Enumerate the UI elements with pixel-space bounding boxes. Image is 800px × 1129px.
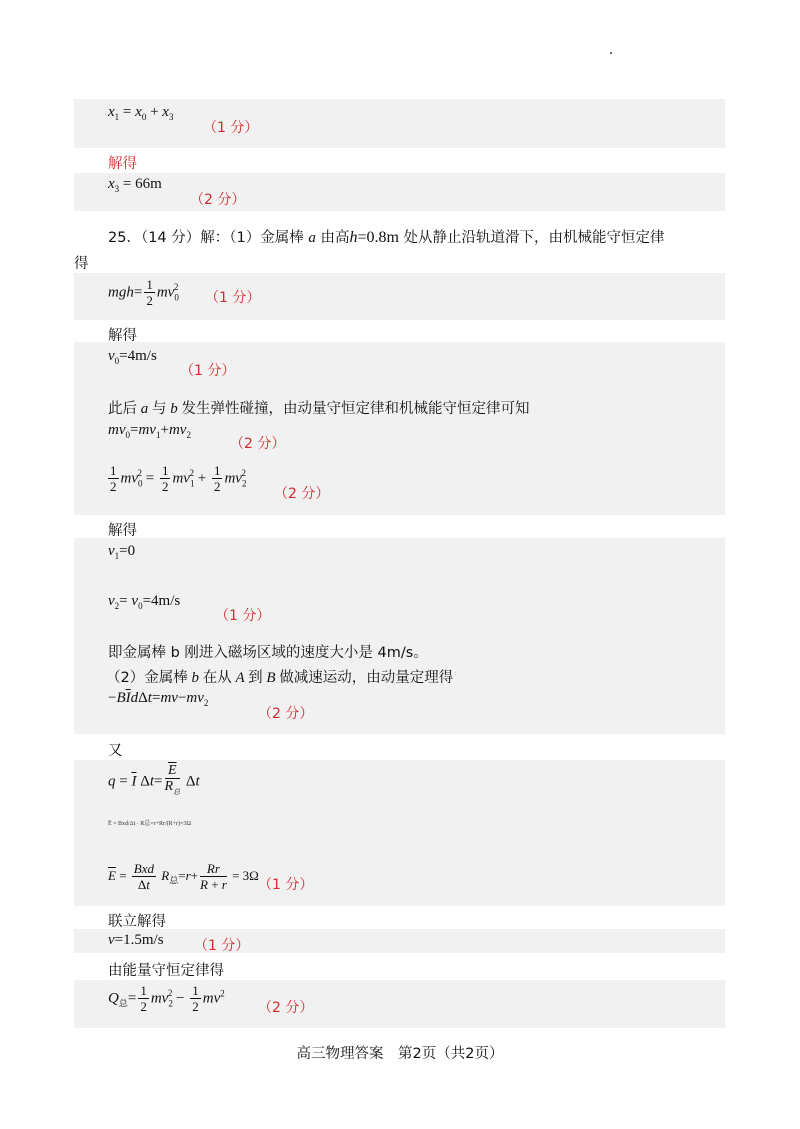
shade-block <box>74 173 725 211</box>
equation-momentum: $mv_0=mv_1+mv_2$ <box>108 422 191 440</box>
shade-block <box>74 929 725 953</box>
equation-x3: $x_3 = 66m$ <box>108 176 162 194</box>
equation-v1: $v_1=0$ <box>108 543 136 561</box>
equation-energy-1: mgh= $\frac{1}{2}$ $mv_0^2$ <box>108 277 179 308</box>
stray-dot <box>610 52 612 54</box>
problem-25-wrap: 得 <box>74 256 89 272</box>
equation-energy-2: $\frac{1}{2}$ $mv_0^2$ = $\frac{1}{2}$ $mv_1^2$ + $\frac{1}{2}$ $mv_2^2$ <box>110 463 247 494</box>
jiede-label-red: 解得 <box>108 156 137 172</box>
equation-v2: $v_2= v_0=4m/s$ <box>108 593 181 611</box>
score-mark: （2 分） <box>230 436 286 452</box>
jiede-label: 解得 <box>108 328 137 344</box>
equation-v0: $v_0=4m/s$ <box>108 348 157 366</box>
problem-25-intro: 25．（14 分）解：（1）金属棒 a 由高h=0.8m 处从静止沿轨道滑下，由机械能守恒定律 <box>108 229 665 246</box>
conclusion-text: 即金属棒 b 刚进入磁场区域的速度大小是 4m/s。 <box>108 645 428 661</box>
equation-charge: $q = \overline{I}$ Δt= $\frac{\overline{E}}{R_总}$ Δt <box>108 763 200 796</box>
score-mark: （2 分） <box>190 192 246 208</box>
you-label: 又 <box>108 743 123 759</box>
score-mark: （1 分） <box>258 877 314 893</box>
score-mark: （2 分） <box>274 486 330 502</box>
score-mark: （1 分） <box>215 608 271 624</box>
lianli-label: 联立解得 <box>108 914 166 930</box>
part-2-text: （2）金属棒 b 在从 A 到 B 做减速运动，由动量定理得 <box>106 670 454 686</box>
score-mark: （1 分） <box>203 120 259 136</box>
garbled-formula: E̅ = Bxd/Δt · R总=r+Rr/(R+r)=3Ω <box>108 821 191 827</box>
score-mark: （2 分） <box>258 1000 314 1016</box>
jiede-label: 解得 <box>108 523 137 539</box>
equation-x1: $x_1 = x_0 + x_3$ <box>108 104 174 122</box>
score-mark: （1 分） <box>180 363 236 379</box>
score-mark: （1 分） <box>205 290 261 306</box>
equation-emf: $\overline{E}$ = $\frac{\text{Bxd}}{\Delta t}$ $R_总=r+$ $\frac{Rr}{R + r}$ = 3Ω <box>108 861 259 892</box>
equation-v: v=1.5m/s <box>108 932 164 948</box>
score-mark: （1 分） <box>194 938 250 954</box>
collision-text: 此后 a 与 b 发生弹性碰撞，由动量守恒定律和机械能守恒定律可知 <box>108 401 530 417</box>
page-footer: 高三物理答案 第2页（共2页） <box>296 1046 504 1062</box>
energy-text: 由能量守恒定律得 <box>108 963 224 979</box>
score-mark: （2 分） <box>258 706 314 722</box>
equation-heat: $Q_总=$ $\frac{1}{2}$ $mv_2^2$ − $\frac{1}{2}$ $mv^2$ <box>108 983 225 1014</box>
equation-impulse: $-B\overline{I}d\Delta t=mv-mv_2$ <box>108 690 209 708</box>
